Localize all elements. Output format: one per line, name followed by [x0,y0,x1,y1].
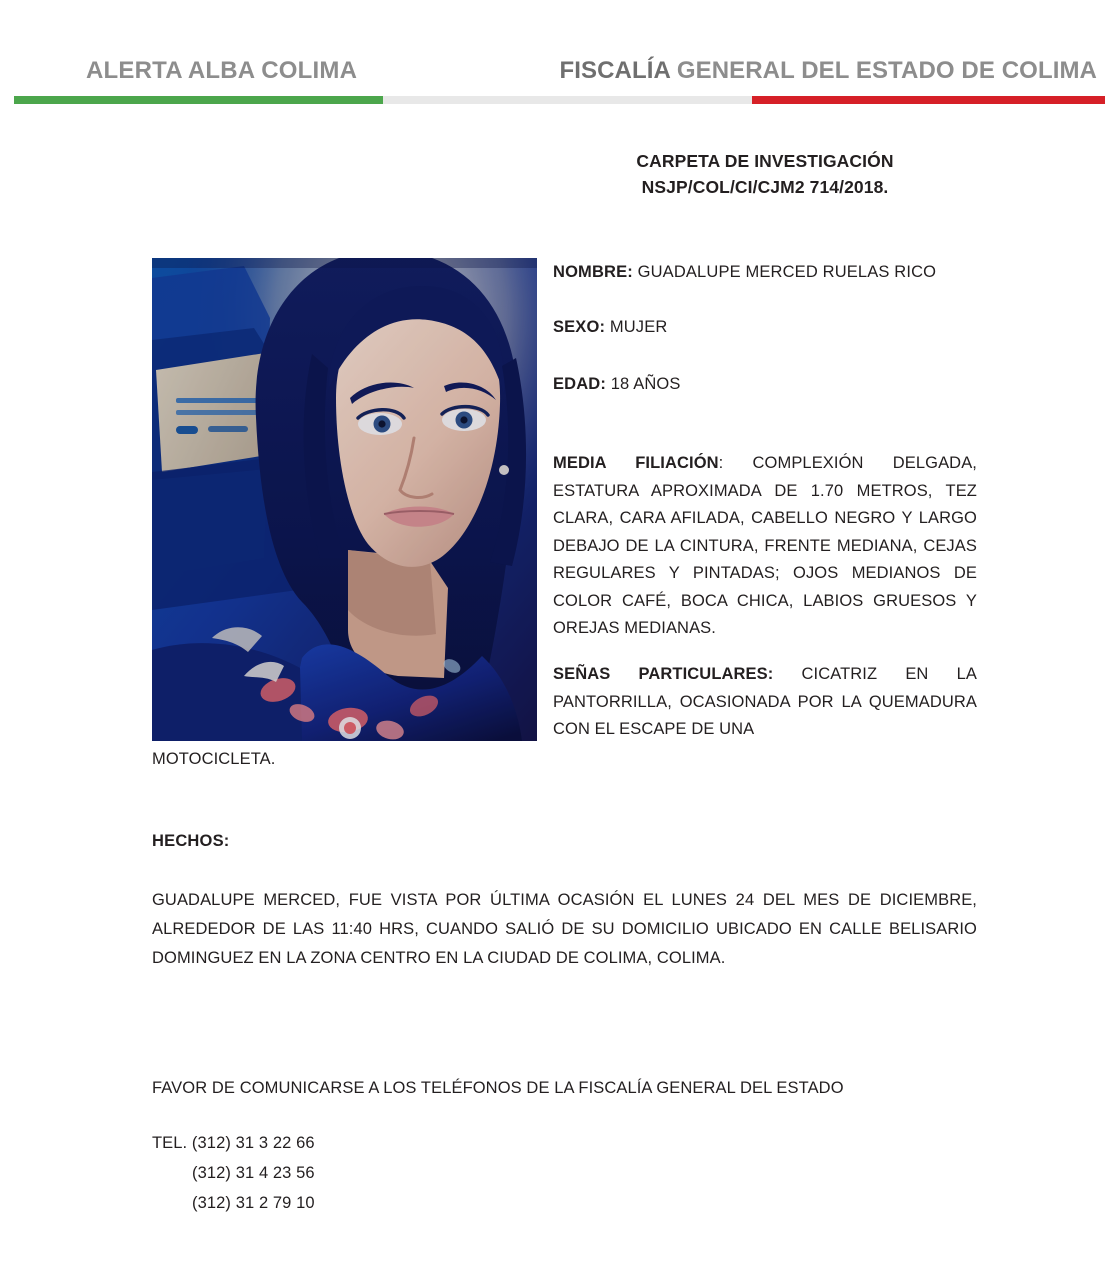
field-senas-particulares-label: SEÑAS PARTICULARES: [553,665,774,683]
missing-person-photo [152,258,537,741]
field-media-filiacion-text: : COMPLEXIÓN DELGADA, ESTATURA APROXIMADA DE 1.70 METROS, TEZ CLARA, CARA AFILADA, CABELLO NEGRO Y LARGO DEBAJO DE LA CINTURA, FRENTE MEDIANA, CEJAS REGULARES Y PINTADAS; OJOS MEDIANOS DE COLOR CAFÉ, BOCA CHICA, LABIOS GRUESOS Y OREJAS MEDIANAS. [553,454,977,637]
band-segment-green [14,96,383,104]
field-nombre-label: NOMBRE: [553,263,633,281]
field-media-filiacion [553,450,977,643]
header-agency-title-rest: GENERAL DEL ESTADO DE COLIMA [670,57,1097,84]
hechos-body: GUADALUPE MERCED, FUE VISTA POR ÚLTIMA OCASIÓN EL LUNES 24 DEL MES DE DICIEMBRE, ALREDEDOR DE LAS 11:40 HRS, CUANDO SALIÓ DE SU DOMICILIO UBICADO EN CALLE BELISARIO DOMINGUEZ EN LA ZONA CENTRO EN LA CIUDAD DE COLIMA, COLIMA. [152,891,977,967]
flag-color-band [14,96,1105,104]
missing-person-photo-image [152,258,537,741]
header-agency-title-strong: FISCALÍA [559,57,671,84]
case-file-label: CARPETA DE INVESTIGACIÓN [636,151,894,171]
field-senas-particulares [553,661,977,744]
phone-number: TEL. (312) 31 3 22 66 [152,1134,315,1152]
field-senas-particulares-text: CICATRIZ EN LA PANTORRILLA, OCASIONADA POR LA QUEMADURA CON EL ESCAPE DE UNA [553,665,977,738]
field-edad [553,371,978,397]
header-agency-title [559,57,1097,85]
field-sexo-label: SEXO: [553,318,606,336]
field-nombre-value: GUADALUPE MERCED RUELAS RICO [632,263,937,281]
field-edad-value: 18 AÑOS [606,375,681,393]
band-segment-red [752,96,1105,104]
field-sexo [553,314,978,340]
phone-number: (312) 31 4 23 56 [192,1164,315,1182]
hechos-label: HECHOS: [152,832,230,850]
field-edad-label: EDAD: [553,375,606,393]
contact-phone-list [152,1128,315,1218]
contact-instruction: FAVOR DE COMUNICARSE A LOS TELÉFONOS DE LA FISCALÍA GENERAL DEL ESTADO [152,1079,844,1097]
field-senas-particulares-tail: MOTOCICLETA. [152,750,276,768]
poster-header [0,0,1111,110]
field-media-filiacion-label: MEDIA FILIACIÓN [553,454,719,472]
band-segment-white [383,96,752,104]
field-nombre [553,259,978,285]
case-file-block [545,148,985,200]
case-file-number: NSJP/COL/CI/CJM2 714/2018. [641,177,889,197]
header-alert-title: ALERTA ALBA COLIMA [86,57,358,84]
field-sexo-value: MUJER [605,318,668,336]
phone-number: (312) 31 2 79 10 [192,1194,315,1212]
